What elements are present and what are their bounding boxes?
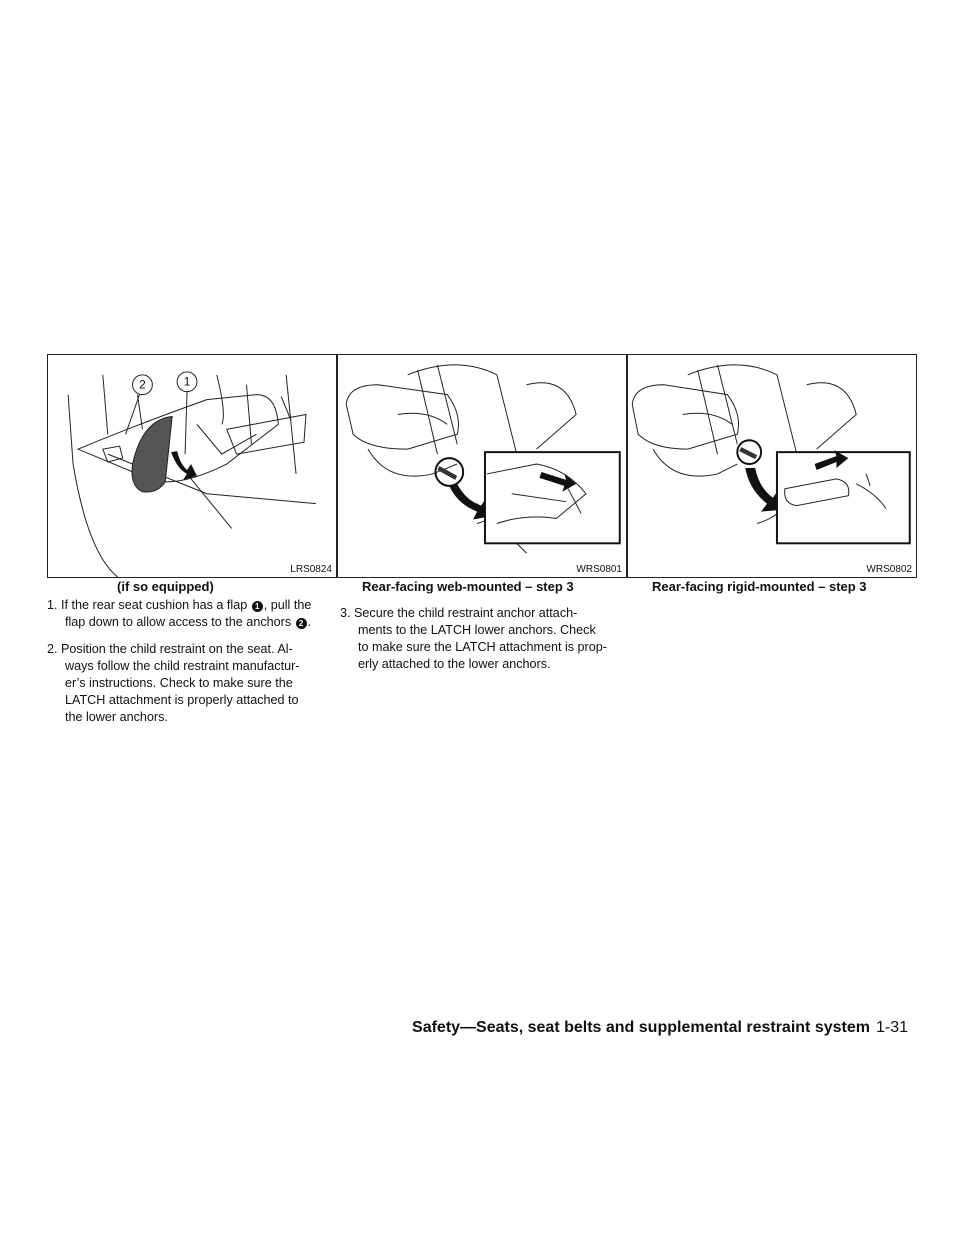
- section-title: Safety—Seats, seat belts and supplemental restraint system: [412, 1019, 870, 1036]
- page-number: 1-31: [875, 1019, 908, 1036]
- step-3-line: erly attached to the lower anchors.: [358, 657, 551, 671]
- svg-text:2: 2: [139, 377, 146, 392]
- step-2-line: the lower anchors.: [65, 710, 168, 724]
- figure-wrs0801: [337, 354, 627, 578]
- step-1-text: 1. If the rear seat cushion has a flap: [47, 598, 248, 612]
- svg-text:1: 1: [183, 374, 191, 389]
- figure-lrs0824: [47, 354, 337, 578]
- step-3-line: ments to the LATCH lower anchors. Check: [358, 623, 596, 637]
- step-2-line: er’s instructions. Check to make sure the: [65, 676, 293, 690]
- step-3-line: 3. Secure the child restraint anchor attach-: [340, 606, 578, 620]
- rear-facing-rigid-mounted-illustration: [628, 355, 916, 577]
- step-1-text: flap down to allow access to the anchors: [65, 615, 292, 629]
- figure-code: WRS0802: [866, 564, 912, 575]
- step-2-line: 2. Position the child restraint on the seat. Al-: [47, 642, 293, 656]
- figure-caption: Rear-facing web-mounted – step 3: [362, 579, 574, 594]
- step-2-line: LATCH attachment is properly attached to: [65, 693, 299, 707]
- page-footer: [412, 1019, 908, 1037]
- figure-code: LRS0824: [290, 564, 332, 575]
- callout-1-icon: 1: [252, 601, 263, 612]
- seat-flap-illustration: [48, 355, 336, 577]
- figure-wrs0802: [627, 354, 917, 578]
- figure-caption: Rear-facing rigid-mounted – step 3: [652, 579, 867, 594]
- rear-facing-web-mounted-illustration: [338, 355, 626, 577]
- step-3-line: to make sure the LATCH attachment is prop-: [358, 640, 607, 654]
- callout-1-icon: [177, 372, 197, 454]
- figure-code: WRS0801: [576, 564, 622, 575]
- step-2-line: ways follow the child restraint manufactur-: [65, 659, 300, 673]
- callout-2-icon: 2: [296, 618, 307, 629]
- step-3: [340, 605, 607, 673]
- step-2: [47, 641, 299, 726]
- step-1-text: .: [307, 615, 312, 629]
- figure-caption: (if so equipped): [117, 579, 214, 594]
- step-1: [47, 597, 311, 631]
- step-1-text: , pull the: [263, 598, 312, 612]
